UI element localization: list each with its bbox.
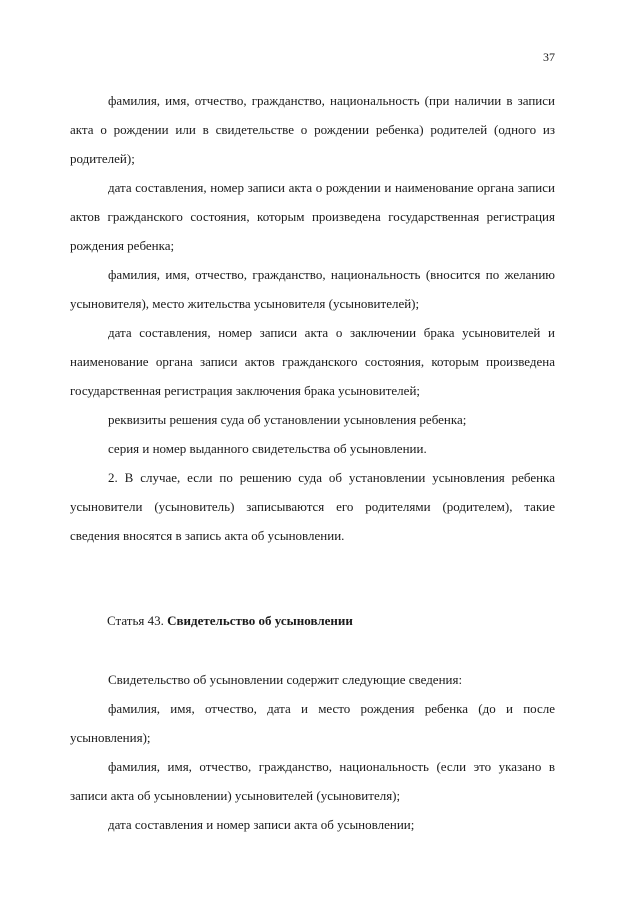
paragraph-adopter-name: фамилия, имя, отчество, гражданство, национальность (вносится по желанию усыновителя), место жительства усыновителя (усыновителей); — [70, 267, 555, 311]
article-title: Свидетельство об усыновлении — [167, 613, 353, 628]
paragraph-parents: фамилия, имя, отчество, гражданство, национальность (при наличии в записи акта о рождении или в свидетельстве о рождении ребенка) родителей (одного из родителей); — [70, 93, 555, 166]
paragraph-birth-record: дата составления, номер записи акта о рождении и наименование органа записи актов гражданского состояния, которым произведена государственная регистрация рождения ребенка; — [70, 180, 555, 253]
paragraph-item-2: 2. В случае, если по решению суда об установлении усыновления ребенка усыновители (усыновитель) записываются его родителями (родителем), такие сведения вносятся в запись акта об усыновлении. — [70, 470, 555, 543]
article-prefix: Статья 43. — [107, 613, 164, 628]
paragraph-certificate-number: серия и номер выданного свидетельства об усыновлении. — [108, 441, 427, 456]
paragraph-marriage-record: дата составления, номер записи акта о заключении брака усыновителей и наименование органа записи актов гражданского состояния, которым произведена государственная регистрация заключения брака усыновителей; — [70, 325, 555, 398]
paragraph-adopter-details: фамилия, имя, отчество, гражданство, национальность (если это указано в записи акта об усыновлении) усыновителей (усыновителя); — [70, 759, 555, 803]
page-number: 37 — [543, 50, 555, 64]
paragraph-court-decision: реквизиты решения суда об установлении усыновления ребенка; — [108, 412, 467, 427]
paragraph-record-date: дата составления и номер записи акта об усыновлении; — [108, 817, 415, 832]
paragraph-child-details: фамилия, имя, отчество, дата и место рождения ребенка (до и после усыновления); — [70, 701, 555, 745]
article-heading — [107, 606, 353, 635]
paragraph-certificate-contents: Свидетельство об усыновлении содержит следующие сведения: — [108, 672, 463, 687]
